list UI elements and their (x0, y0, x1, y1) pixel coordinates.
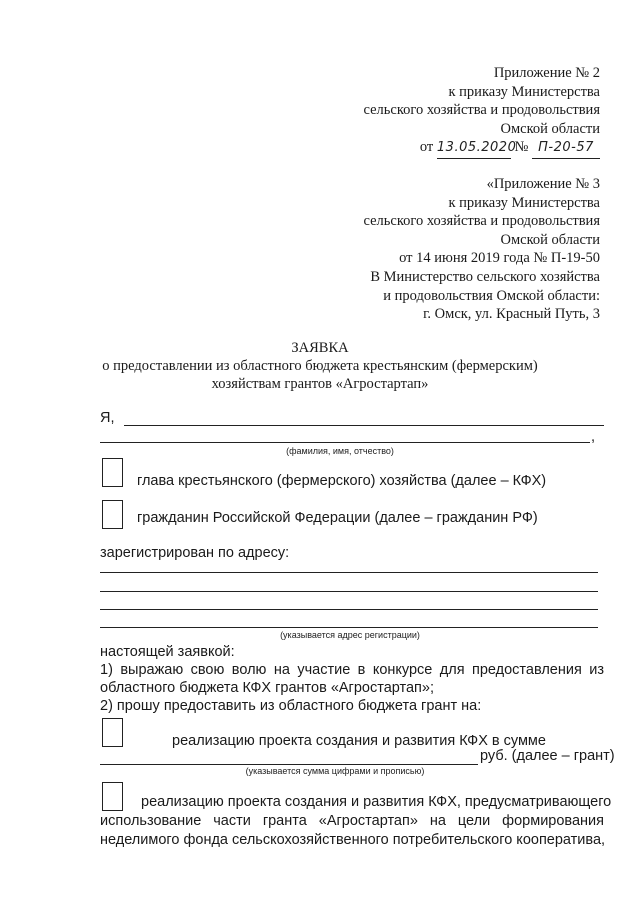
address-line-3[interactable] (100, 609, 598, 610)
application-subtitle-2: хозяйствам грантов «Агростартап» (211, 376, 429, 392)
name-input-line-2[interactable] (100, 442, 590, 443)
grant-sum-input-line[interactable] (100, 764, 478, 765)
checkbox-kfh-head[interactable] (102, 458, 123, 487)
application-heading: ЗАЯВКА (291, 340, 349, 356)
address-line-2[interactable] (100, 591, 598, 592)
date-prefix: от (419, 139, 434, 155)
application-subtitle-1: о предоставлении из областного бюджета крестьянским (фермерским) (102, 358, 538, 374)
appendix-2-date-row (363, 138, 600, 159)
option-kfh-label: глава крестьянского (фермерского) хозяйства (далее – КФХ) (137, 473, 547, 489)
name-caption: (фамилия, имя, отчество) (286, 446, 394, 456)
name-input-line-1[interactable] (124, 425, 604, 426)
grant-option-1-label: реализацию проекта создания и развития КФХ в сумме (172, 733, 546, 749)
item-1-line-1: 1) выражаю свою волю на участие в конкурсе для предоставления из (100, 662, 604, 678)
appendix-2-block (363, 64, 600, 159)
appendix-2-line3: сельского хозяйства и продовольствия (363, 102, 600, 118)
appendix-2-line4: Омской области (500, 120, 600, 137)
appendix-3-block (363, 175, 600, 268)
appendix-2-title: Приложение № 2 (493, 65, 600, 81)
appendix-3-line4: Омской области (500, 231, 600, 248)
item-1-line-2: областного бюджета КФХ грантов «Агростартап»; (100, 680, 434, 696)
addressee-line1: В Министерство сельского хозяйства (370, 269, 600, 285)
appendix-3-line3: сельского хозяйства и продовольствия (363, 213, 600, 229)
addressee-line2: и продовольствия Омской области: (383, 287, 600, 304)
handwritten-date: 13.05.2020 (437, 139, 511, 159)
addressee-block (370, 268, 600, 324)
sum-caption: (указывается сумма цифрами и прописью) (245, 766, 425, 776)
number-prefix: № (514, 139, 529, 155)
grant-rub-label: руб. (далее – грант) (480, 748, 615, 764)
application-title-block (0, 339, 640, 393)
by-this-application: настоящей заявкой: (100, 644, 235, 660)
appendix-3-line5: от 14 июня 2019 года № П-19-50 (399, 250, 600, 266)
grant-option-2-line-2: использование части гранта «Агростартап» на цели формирования (100, 813, 604, 829)
registered-label: зарегистрирован по адресу: (100, 545, 290, 561)
name-comma: , (591, 429, 596, 445)
checkbox-citizen[interactable] (102, 500, 123, 529)
option-citizen-label: гражданин Российской Федерации (далее – гражданин РФ) (137, 510, 538, 526)
address-caption: (указывается адрес регистрации) (280, 630, 420, 640)
appendix-3-line2: к приказу Министерства (448, 194, 600, 211)
handwritten-number: П-20-57 (532, 139, 600, 159)
appendix-2-line2: к приказу Министерства (448, 83, 600, 100)
appendix-3-title: «Приложение № 3 (486, 176, 600, 192)
address-line-4[interactable] (100, 627, 598, 628)
grant-option-2-line-1: реализацию проекта создания и развития КФХ, предусматривающего (141, 794, 612, 810)
item-2: 2) прошу предоставить из областного бюджета грант на: (100, 698, 482, 714)
checkbox-grant-option-2[interactable] (102, 782, 123, 811)
ya-label: Я, (100, 410, 115, 426)
addressee-line3: г. Омск, ул. Красный Путь, 3 (423, 306, 600, 322)
address-line-1[interactable] (100, 572, 598, 573)
checkbox-grant-option-1[interactable] (102, 718, 123, 747)
grant-option-2-line-3: неделимого фонда сельскохозяйственного потребительского кооператива, (100, 832, 606, 848)
